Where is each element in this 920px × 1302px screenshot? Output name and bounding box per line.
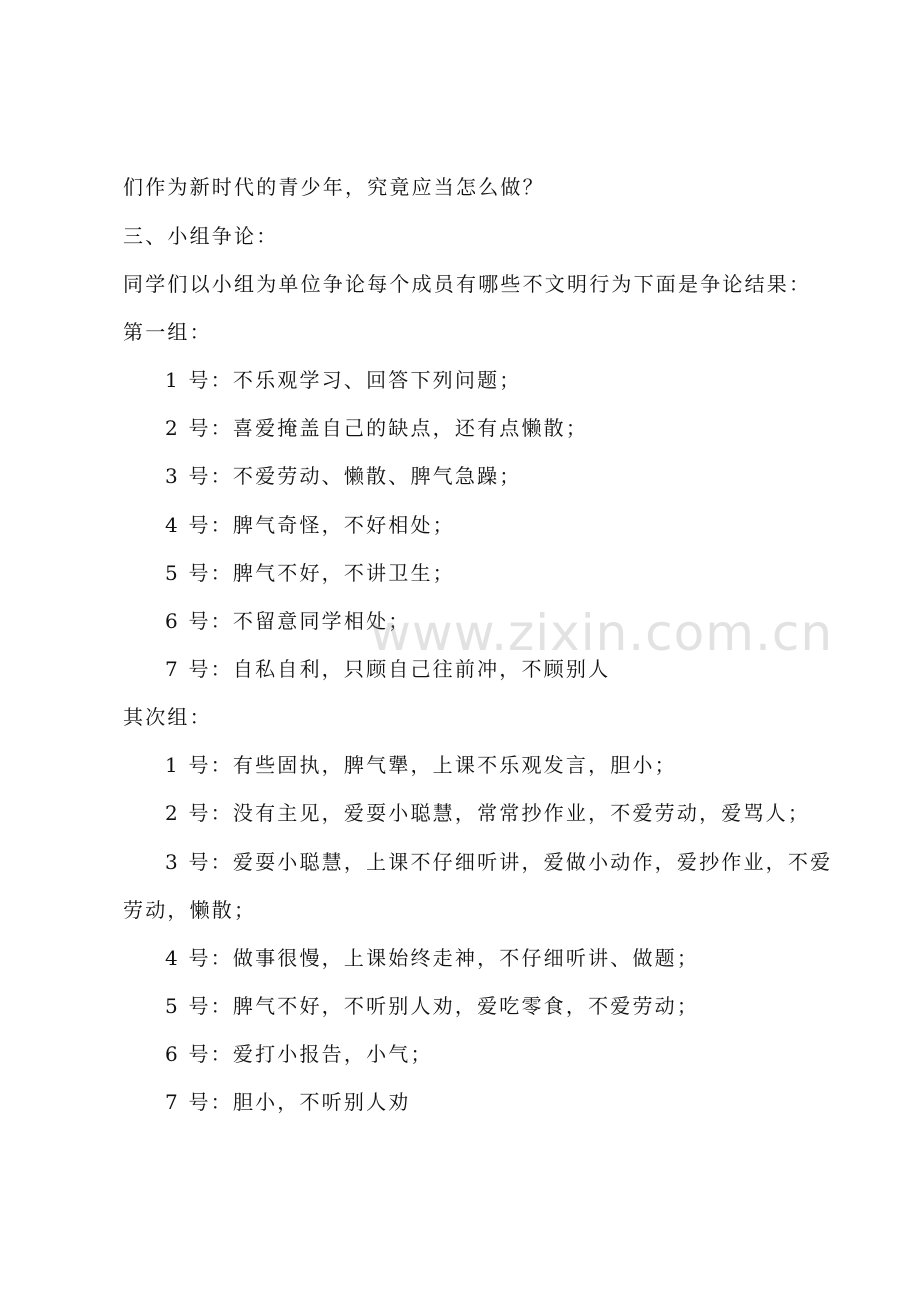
group1-member-3: 3 号：不爱劳动、懒散、脾气急躁； <box>165 464 522 488</box>
group2-member-1: 1 号：有些固执，脾气犟，上课不乐观发言，胆小； <box>165 753 677 777</box>
group1-member-4: 4 号：脾气奇怪，不好相处； <box>165 513 455 537</box>
group2-member-7: 7 号：胆小，不听别人劝 <box>165 1090 411 1114</box>
group2-member-6: 6 号：爱打小报告，小气； <box>165 1042 433 1066</box>
group2-member-3: 3 号：爱耍小聪慧，上课不仔细听讲，爱做小动作，爱抄作业，不爱 <box>165 850 833 874</box>
text-line-intro: 们作为新时代的青少年，究竟应当怎么做？ <box>123 175 545 199</box>
watermark-text: www.zixin.com.cn <box>370 604 834 662</box>
text-line-description: 同学们以小组为单位争论每个成员有哪些不文明行为下面是争论结果： <box>123 272 812 296</box>
group2-member-2: 2 号：没有主见，爱耍小聪慧，常常抄作业，不爱劳动，爱骂人； <box>165 801 811 825</box>
group1-member-2: 2 号：喜爱掩盖自己的缺点，还有点懒散； <box>165 416 589 440</box>
group1-member-6: 6 号：不留意同学相处； <box>165 609 411 633</box>
section-heading: 三、小组争论： <box>123 224 279 248</box>
group-heading-1: 第一组： <box>123 320 212 344</box>
group1-member-5: 5 号：脾气不好，不讲卫生； <box>165 561 455 585</box>
group2-member-3-continued: 劳动，懒散； <box>123 898 257 922</box>
group1-member-1: 1 号：不乐观学习、回答下列问题； <box>165 368 522 392</box>
group2-member-5: 5 号：脾气不好，不听别人劝，爱吃零食，不爱劳动； <box>165 994 700 1018</box>
group1-member-7: 7 号：自私自利，只顾自己往前冲，不顾别人 <box>165 657 611 681</box>
group-heading-2: 其次组： <box>123 705 212 729</box>
group2-member-4: 4 号：做事很慢，上课始终走神，不仔细听讲、做题； <box>165 946 700 970</box>
